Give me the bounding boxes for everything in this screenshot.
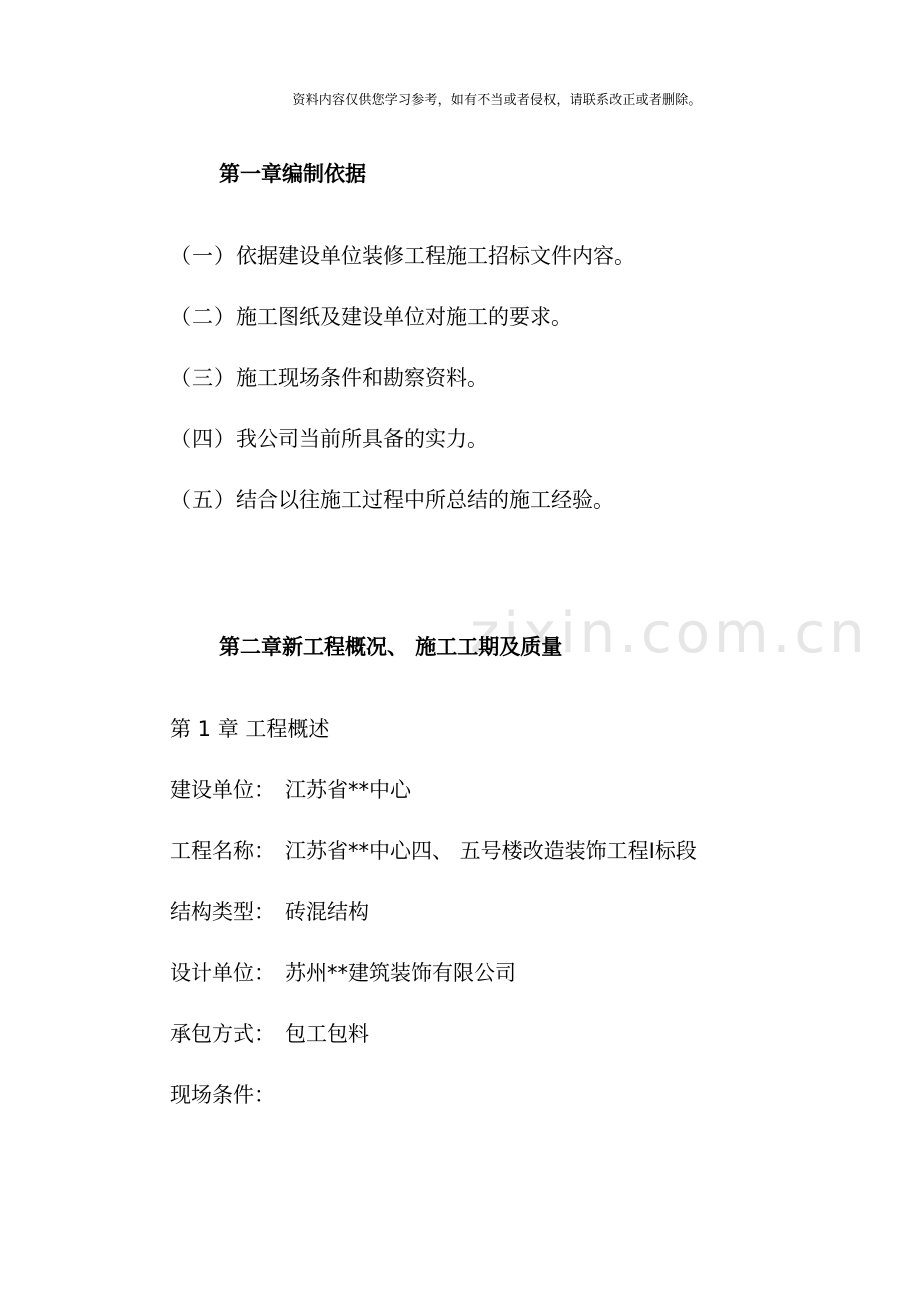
basis-item (170, 364, 488, 392)
field-label: 承包方式： (170, 1022, 275, 1046)
section-title: 第 1 章 工程概述 (170, 717, 330, 741)
field-value: 苏州**建筑装饰有限公司 (285, 961, 516, 985)
field-value: 砖混结构 (285, 900, 369, 924)
basis-item (170, 303, 572, 331)
project-field-row (170, 1020, 369, 1048)
basis-item-number: （四） (170, 427, 236, 451)
basis-item-number: （一） (170, 244, 236, 268)
basis-item-text: 施工现场条件和勘察资料。 (236, 366, 488, 390)
project-field-row (170, 959, 516, 987)
basis-item-text: 施工图纸及建设单位对施工的要求。 (236, 305, 572, 329)
field-value: 包工包料 (285, 1022, 369, 1046)
basis-item-number: （三） (170, 366, 236, 390)
field-label: 建设单位： (170, 778, 275, 802)
field-label: 设计单位： (170, 961, 275, 985)
chapter-1-title: 第一章编制依据 (219, 162, 366, 186)
basis-item-number: （二） (170, 305, 236, 329)
basis-item (170, 425, 488, 453)
basis-item (170, 486, 614, 514)
field-label: 工程名称： (170, 839, 275, 863)
basis-item-text: 依据建设单位装修工程施工招标文件内容。 (236, 244, 635, 268)
header-disclaimer: 资料内容仅供您学习参考，如有不当或者侵权，请联系改正或者删除。 (292, 93, 702, 108)
basis-item (170, 242, 635, 270)
watermark: zixin.com.cn (470, 601, 869, 666)
project-field-row (170, 776, 411, 804)
field-value: 江苏省**中心 (285, 778, 411, 802)
field-label: 结构类型： (170, 900, 275, 924)
project-field-row (170, 1081, 285, 1109)
basis-item-text: 结合以往施工过程中所总结的施工经验。 (236, 488, 614, 512)
project-field-row (170, 837, 697, 865)
project-field-row (170, 898, 369, 926)
field-label: 现场条件： (170, 1083, 275, 1107)
field-value: 江苏省**中心四、 五号楼改造装饰工程Ⅰ标段 (285, 839, 697, 863)
basis-item-number: （五） (170, 488, 236, 512)
chapter-2-title: 第二章新工程概况、 施工工期及质量 (219, 635, 563, 659)
basis-item-text: 我公司当前所具备的实力。 (236, 427, 488, 451)
